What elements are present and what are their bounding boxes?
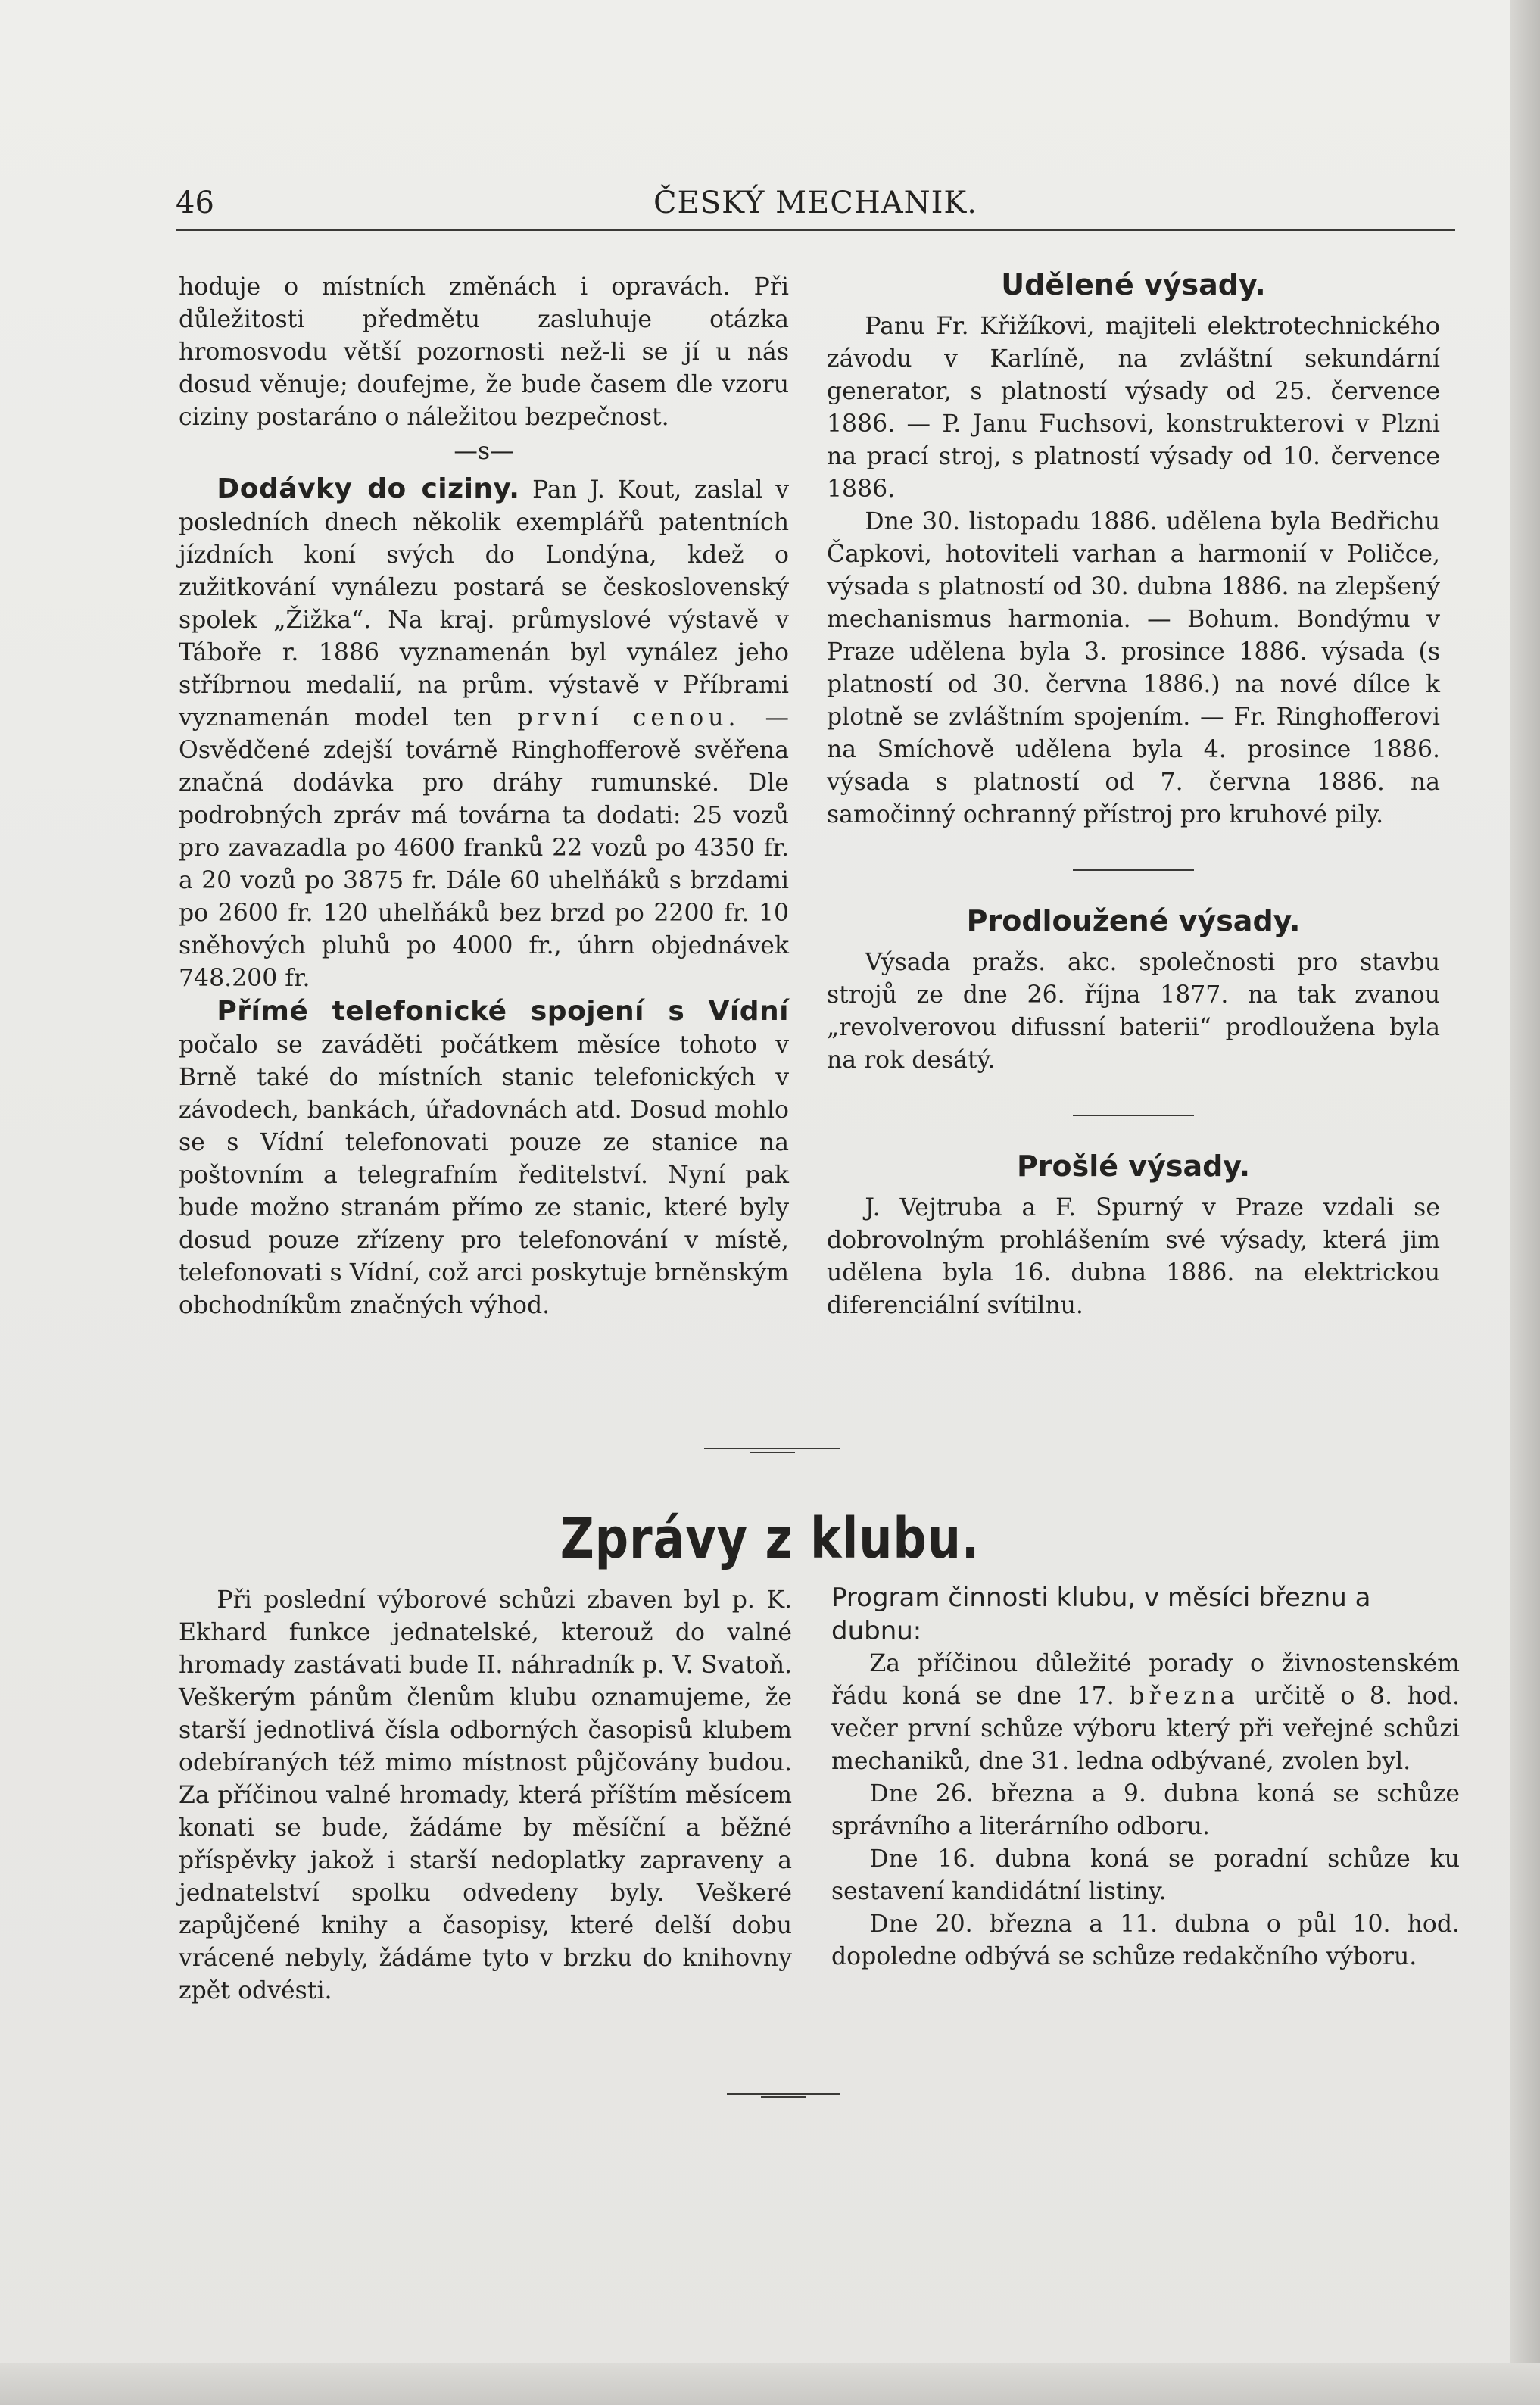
page-number: 46 bbox=[176, 186, 214, 220]
club-title: Zprávy z klubu. bbox=[560, 1506, 980, 1571]
article-dodavky-text-a: Pan J. Kout, zaslal v posledních dnech několik exemplářů patentních jízdních koní svých do Londýna, kdež o zužitkování vynálezu postará se československý spolek „Žižka“. Na kraj. průmyslové výstavě v Táboře r. 1886 vyznamenán byl vynález jeho stříbrnou medalií, na prům. výstavě v Příbrami vyznamenán model ten bbox=[179, 476, 790, 731]
article-telefon-lead: Přímé telefonické spojení s Vídní bbox=[217, 996, 789, 1027]
section-udelene-title: Udělené výsady. bbox=[1001, 268, 1266, 301]
running-header bbox=[176, 180, 1455, 226]
article-dodavky-spaced: první cenou. bbox=[517, 704, 740, 731]
program-p1-b: určitě o 8. hod. večer první schůze výboru který při veřejné schůzi mechaniků, dne 31. ledna odbývané, zvolen byl. bbox=[831, 1683, 1460, 1775]
program-p3: Dne 16. dubna koná se poradní schůze ku sestavení kandidátní listiny. bbox=[831, 1845, 1460, 1905]
club-right-column bbox=[831, 1581, 1460, 1973]
page-edge-bottom bbox=[0, 2363, 1540, 2405]
section-divider bbox=[1073, 1115, 1194, 1116]
continuation-paragraph: hoduje o místních změnách i opravách. Při důležitosti předmětu zasluhuje otázka hromosvodu větší pozornosti než-li se jí u nás dosud věnuje; doufejme, že bude časem dle vzoru ciziny postaráno o náležitou bezpečnost. bbox=[179, 273, 789, 431]
program-p1-a: Za příčinou důležité porady o živnostenském řádu koná se dne 17. bbox=[831, 1650, 1460, 1710]
program-p1-spaced: března bbox=[1129, 1683, 1239, 1710]
bottom-divider bbox=[727, 2093, 840, 2101]
article-dodavky-lead: Dodávky do ciziny. bbox=[217, 473, 520, 504]
club-announcement: Při poslední výborové schůzi zbaven byl p. K. Ekhard funkce jednatelské, kterouž do valné hromady zastávati bude II. náhradník p. V. Svatoň. Veškerým pánům členům klubu oznamujeme, že starší jednotlivá čísla odborných časopisů klubem odebíraných též mimo místnost půjčovány budou. Za příčinou valné hromady, která příštím měsícem konati se bude, žádáme by měsíční a běžné příspěvky jakož i starší nedoplatky zapraveny a jednatelství spolku odvedeny byly. Veškeré zapůjčené knihy a časopisy, které delší dobu vrácené nebyly, žádáme tyto v brzku do knihovny zpět odvésti. bbox=[179, 1586, 792, 2004]
section-prodlouzene-title: Prodloužené výsady. bbox=[966, 904, 1301, 937]
program-p4: Dne 20. března a 11. dubna o půl 10. hod. dopoledne odbývá se schůze redakčního výboru. bbox=[831, 1911, 1460, 1970]
section-udelene-p1: Panu Fr. Křižíkovi, majiteli elektrotechnického závodu v Karlíně, na zvláštní sekundární generator, s platností výsady od 25. července 1886. — P. Janu Fuchsovi, konstrukterovi v Plzni na prací stroj, s platností výsady od 10. července 1886. bbox=[827, 313, 1440, 503]
page-edge-right bbox=[1510, 0, 1540, 2405]
right-column bbox=[827, 265, 1440, 1322]
journal-title: ČESKÝ MECHANIK. bbox=[653, 186, 978, 220]
program-p1 bbox=[831, 1648, 1460, 1778]
section-divider bbox=[1073, 869, 1194, 871]
center-divider bbox=[704, 1448, 840, 1455]
article-dodavky bbox=[179, 473, 789, 995]
article-dodavky-text-b: — Osvědčené zdejší továrně Ringhofferově svěřena značná dodávka pro dráhy rumunské. Dle podrobných zpráv má továrna ta dodati: 25 vozů pro zavazadla po 4600 franků 22 vozů po 4350 fr. a 20 vozů po 3875 fr. Dále 60 uhelňáků s brzdami po 2600 fr. 120 uhelňáků bez brzd po 2200 fr. 10 sněhových pluhů po 4000 fr., úhrn objednávek 748.200 fr. bbox=[179, 704, 790, 992]
section-prodlouzene-p1: Výsada pražs. akc. společnosti pro stavbu strojů ze dne 26. října 1877. na tak zvanou „revolverovou difussní baterii“ prodloužena byla na rok desátý. bbox=[827, 949, 1440, 1074]
club-left-column bbox=[179, 1584, 792, 2007]
article-telefon-text: počalo se zaváděti počátkem měsíce tohoto v Brně také do místních stanic telefonických v závodech, bankách, úřadovnách atd. Dosud mohlo se s Vídní telefonovati pouze ze stanice na poštovním a telegrafním ředitelství. Nyní pak bude možno stranám přímo ze stanic, které byly dosud pouze zřízeny pro telefonování v místě, telefonovati s Vídní, což arci poskytuje brněnským obchodníkům značných výhod. bbox=[179, 1031, 789, 1319]
author-signature: —s— bbox=[454, 438, 514, 465]
header-rule-thick bbox=[176, 229, 1455, 231]
article-telefon bbox=[179, 995, 789, 1322]
section-udelene-p2: Dne 30. listopadu 1886. udělena byla Bedřichu Čapkovi, hotoviteli varhan a harmonií v Poličce, výsada s platností od 30. dubna 1886. na zlepšený mechanismus harmonia. — Bohum. Bondýmu v Praze udělena byla 3. prosince 1886. výsada (s platností od 30. června 1886.) na nové dílce k plotně se zvláštním spojením. — Fr. Ringhofferovi na Smíchově udělena byla 4. prosince 1886. výsada s platností od 7. června 1886. na samočinný ochranný přístroj pro kruhové pily. bbox=[827, 508, 1440, 828]
left-column bbox=[179, 271, 789, 1322]
program-heading: Program činnosti klubu, v měsíci březnu a dubnu: bbox=[831, 1583, 1371, 1646]
section-prosle-p1: J. Vejtruba a F. Spurný v Praze vzdali se dobrovolným prohlášením své výsady, která jim udělena byla 16. dubna 1886. na elektrickou diferenciální svítilnu. bbox=[827, 1194, 1440, 1319]
program-p2: Dne 26. března a 9. dubna koná se schůze správního a literárního odboru. bbox=[831, 1780, 1460, 1840]
section-prosle-title: Prošlé výsady. bbox=[1016, 1149, 1251, 1183]
